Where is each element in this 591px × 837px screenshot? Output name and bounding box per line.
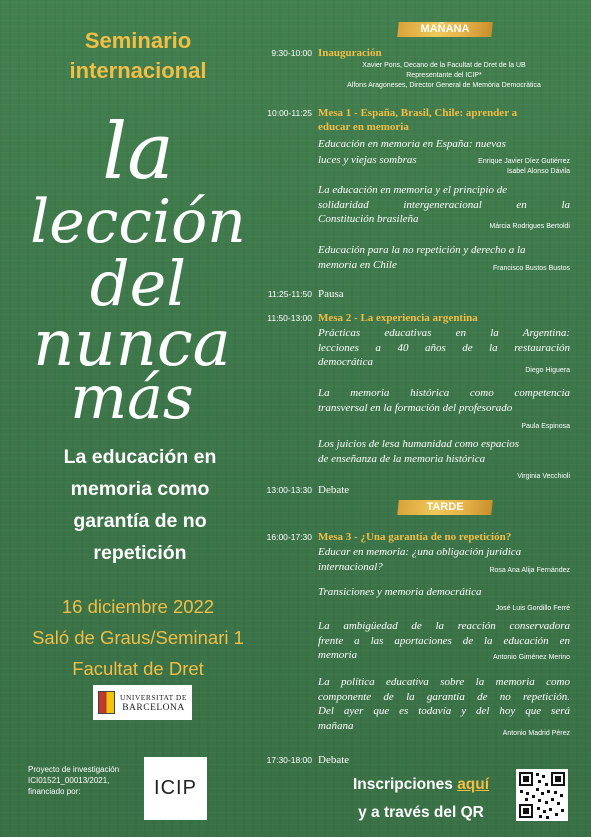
mesa-1-talk-2-line-3: Constitución brasileña [318, 213, 419, 225]
icip-logo [144, 757, 207, 820]
mesa-1-title-line-1: Mesa 1 - España, Brasil, Chile: aprender a [318, 107, 518, 119]
ub-logo-line-1: UNIVERSITAT DE [120, 692, 187, 702]
mesa-1-talk-2-title [318, 183, 570, 227]
subtitle-line-1: La educación en [63, 446, 217, 468]
time-pausa: 11:25-11:50 [267, 289, 312, 299]
mesa-2-talk-3-title [318, 437, 570, 466]
mesa-2-talk-2-line-2: transversal en la formación del profesorado [318, 401, 513, 414]
mesa-1-talk-2-speaker: Márcia Rodrigues Bertoldi [489, 223, 570, 230]
seminar-line-1: Seminario [84, 28, 192, 53]
mesa-1-talk-2-line-2: solidaridad intergeneracional en la [318, 198, 570, 211]
mesa-2-talk-2-title [318, 386, 570, 415]
seminar-heading [20, 26, 256, 86]
event-venue: Saló de Graus/Seminari 1 [32, 627, 244, 648]
handwritten-word-leccion: lección [30, 187, 246, 257]
debate-2-label: Debate [318, 754, 350, 766]
subtitle [22, 441, 258, 569]
inauguration-speaker-1: Xavier Pons, Decano de la Facultat de Dret de la UB [362, 62, 526, 69]
ub-shield-icon [98, 691, 115, 714]
time-mesa-3: 16:00-17:30 [266, 532, 312, 542]
handwritten-title-svg [20, 100, 256, 430]
ub-logo-line-2: BARCELONA [122, 702, 185, 713]
mesa-3-talk-1-line-2: internacional? [318, 560, 383, 573]
mesa-2-talk-3-line-2: de enseñanza de la memoria histórica [318, 452, 486, 465]
mesa-2-talk-1-title [318, 326, 570, 370]
mesa-3-talk-3-line-1: La ambigüedad de la reacción conservadora [318, 620, 570, 632]
event-faculty: Facultat de Dret [72, 658, 204, 679]
subtitle-line-4: repetición [93, 542, 187, 564]
mesa-3-talk-4-line-2: componente de la garantía de no repetición. [318, 690, 570, 703]
mesa-3-talk-4-title [318, 675, 570, 733]
mesa-1-talk-1-speaker-1: Enrique Javier Díez Gutiérrez [478, 158, 570, 165]
mesa-2-talk-1-line-1: Prácticas educativas en la Argentina: [318, 327, 570, 339]
mesa-1-talk-3-line-1: Educación para la no repetición y derecho a la [318, 244, 526, 256]
time-debate-2: 17:30-18:00 [266, 755, 312, 765]
ub-logo-text [120, 692, 187, 714]
registration-label: Inscripciones [352, 776, 453, 793]
afternoon-label: TARDE [426, 501, 464, 513]
time-mesa-1: 10:00-11:25 [267, 108, 312, 118]
mesa-2-title: Mesa 2 - La experiencia argentina [318, 312, 478, 324]
mesa-3-talk-3-line-2: frente a las aportaciones de la educación en [318, 634, 570, 647]
mesa-3-talk-4-line-1: La política educativa sobre la memoria como [318, 676, 570, 688]
mesa-3-talk-3-speaker: Antonio Giménez Merino [492, 654, 570, 661]
registration-link[interactable]: aquí [457, 776, 490, 793]
time-inauguration: 9:30-10:00 [271, 48, 312, 58]
qr-code-graphic [516, 769, 568, 821]
mesa-1-talk-3-line-2: memoria en Chile [318, 258, 397, 271]
inauguration-speaker-3: Alfons Aragoneses, Director General de Memòria Democràtica [347, 82, 541, 89]
mesa-3-talk-1-line-1: Educar en memoria: ¿una obligación jurídica [318, 546, 522, 558]
morning-label: MAÑANA [420, 23, 470, 35]
mesa-3-talk-4-line-3: Del ayer que es todavía y del hoy que será [318, 705, 570, 717]
subtitle-line-2: memoria como [70, 478, 210, 500]
registration-line-2: y a través del QR [358, 804, 484, 821]
time-debate-1: 13:00-13:30 [266, 485, 312, 495]
mesa-1-title-line-2: educar en memoria [318, 121, 409, 133]
mesa-3-talk-2-title: Transiciones y memoria democrática [318, 586, 482, 598]
project-line-2: ICI01521_00013/2021, [28, 776, 110, 785]
mesa-1-talk-1-title: Educación en memoria en España: nuevas [318, 138, 506, 150]
time-mesa-2: 11:50-13:00 [267, 313, 312, 323]
handwritten-word-mas: más [70, 363, 194, 430]
mesa-3-talk-4-speaker: Antonio Madrid Pérez [502, 730, 570, 737]
registration-block [335, 771, 507, 827]
mesa-1-talk-2-line-1: La educación en memoria y el principio de [318, 184, 508, 196]
mesa-2-talk-3-speaker: Virginia Vecchioli [517, 473, 570, 480]
project-line-3: financiado por: [28, 787, 81, 796]
registration-line-1 [335, 771, 507, 799]
university-barcelona-logo [93, 685, 192, 720]
mesa-1-talk-1-title-line-2: luces y viejas sombras [318, 154, 417, 166]
project-note [28, 764, 138, 797]
debate-1-label: Debate [318, 484, 350, 496]
mesa-3-talk-3-line-3: memoria [318, 649, 358, 661]
subtitle-line-3: garantía de no [73, 510, 207, 532]
mesa-3-talk-2-speaker: José Luis Gordillo Ferré [495, 605, 570, 612]
mesa-1-talk-1-speaker-2: Isabel Alonso Dávila [506, 168, 570, 175]
pausa-label: Pausa [318, 288, 344, 300]
inauguration-title: Inauguración [318, 47, 382, 59]
mesa-1-talk-3-speaker: Francisco Bustos Bustos [492, 265, 570, 272]
mesa-2-talk-1-speaker: Diego Higuera [525, 367, 570, 374]
mesa-2-talk-1-line-2: lecciones a 40 años de la restauración [318, 341, 570, 354]
mesa-2-talk-2-speaker: Paula Espinosa [521, 423, 570, 430]
mesa-3-talk-1-speaker: Rosa Ana Alija Fernández [489, 567, 570, 574]
mesa-2-talk-2-line-1: La memoria histórica como competencia [318, 387, 570, 399]
event-info [14, 591, 262, 684]
handwritten-word-del: del [89, 247, 187, 320]
mesa-3-title: Mesa 3 - ¿Una garantía de no repetición? [318, 531, 512, 543]
qr-code-icon[interactable] [516, 769, 568, 821]
mesa-2-talk-1-line-3: democrática [318, 356, 373, 368]
event-date: 16 diciembre 2022 [61, 596, 215, 617]
mesa-3-talk-4-line-4: mañana [318, 719, 354, 732]
mesa-1-title [318, 106, 570, 134]
icip-logo-text: ICIP [154, 777, 197, 799]
handwritten-title [20, 100, 256, 430]
seminar-line-2: internacional [69, 58, 207, 83]
handwritten-word-la: la [102, 107, 174, 197]
mesa-2-talk-3-line-1: Los juicios de lesa humanidad como espacios [318, 438, 520, 450]
project-line-1: Proyecto de investigación [28, 765, 120, 774]
inauguration-speaker-2: Representante del ICIP* [406, 72, 482, 79]
handwritten-word-nunca: nunca [33, 307, 231, 381]
